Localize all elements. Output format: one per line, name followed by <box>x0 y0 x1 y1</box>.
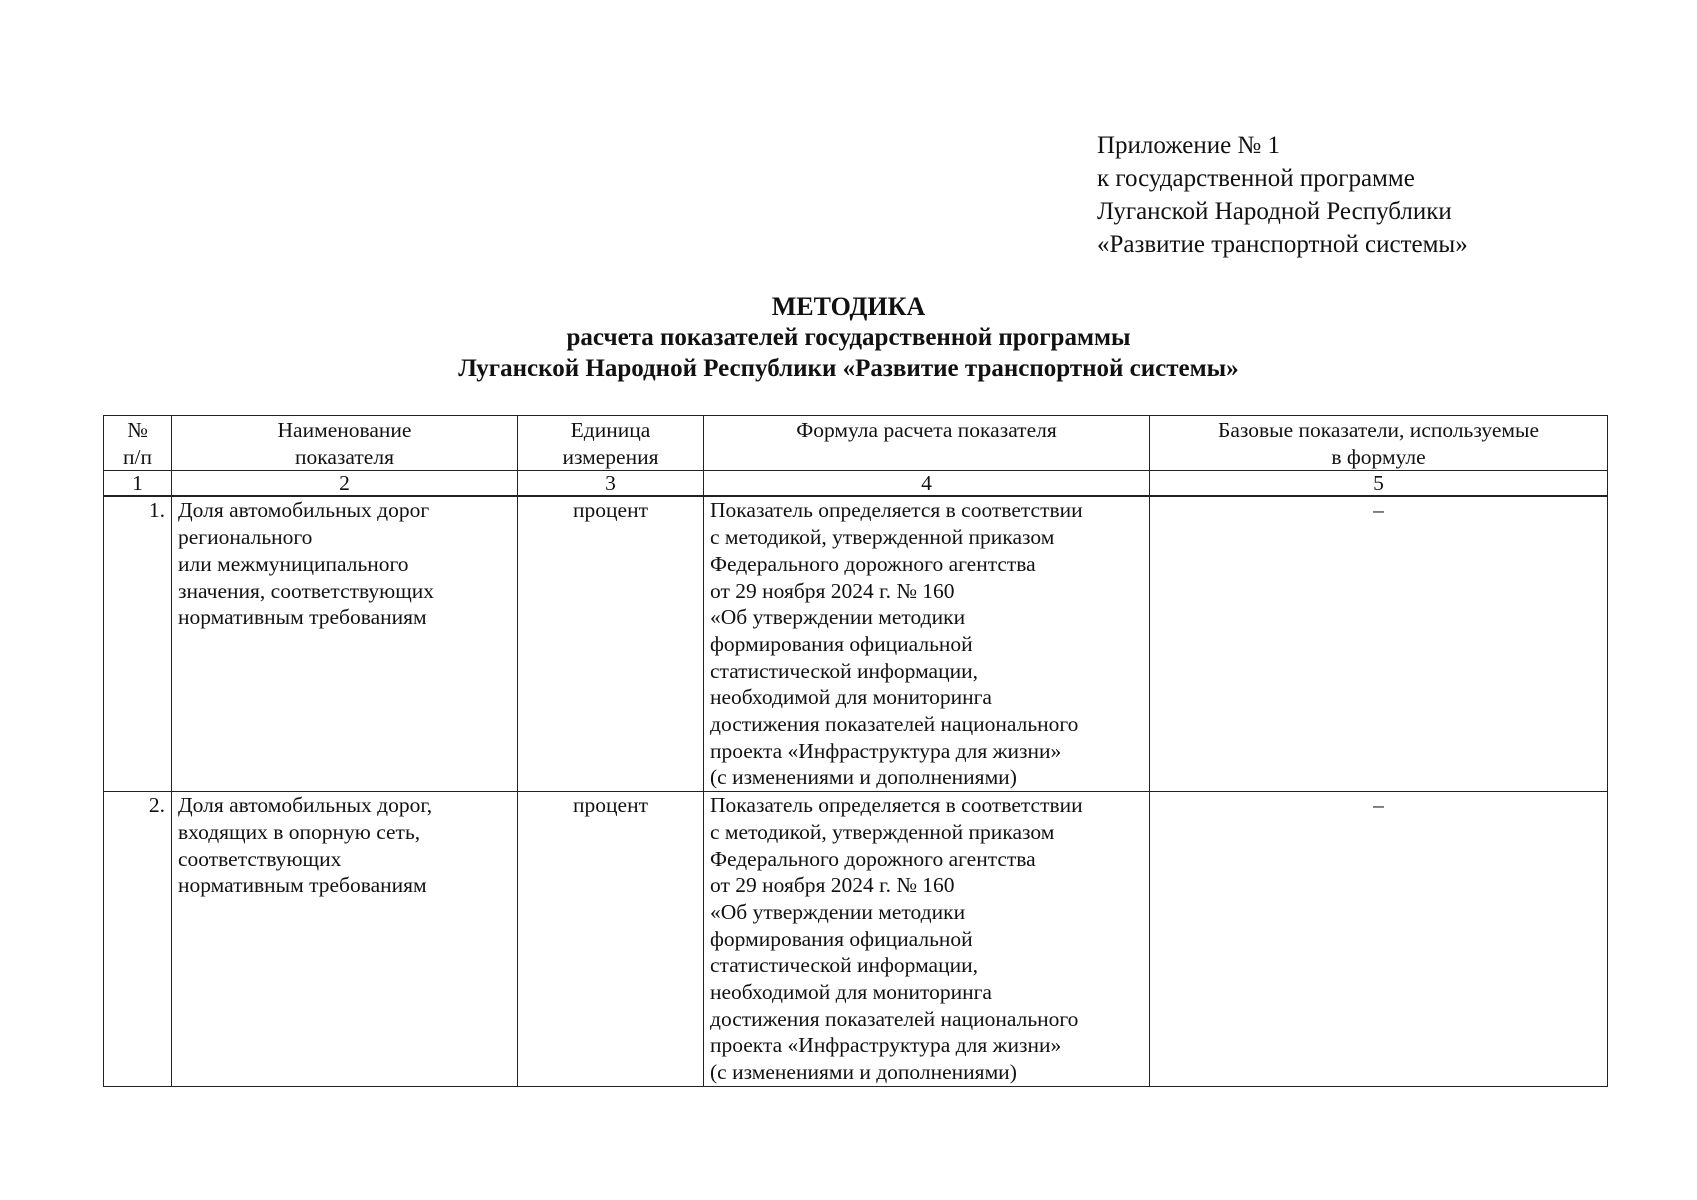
formula-line: статистической информации, <box>710 953 978 978</box>
formula-line: (с изменениями и дополнениями) <box>710 1060 1017 1085</box>
indicator-name <box>172 792 518 1087</box>
header-text: измерения <box>562 444 659 469</box>
formula-line: с методикой, утвержденной приказом <box>710 525 1055 550</box>
formula-line: с методикой, утвержденной приказом <box>710 819 1055 844</box>
formula-line: «Об утверждении методики <box>710 899 966 924</box>
appendix-line: «Развитие транспортной системы» <box>1097 231 1468 258</box>
header-text: в формуле <box>1331 444 1426 469</box>
indicator-name-line: нормативным требованиям <box>178 873 427 898</box>
header-cell-name <box>172 416 518 471</box>
indicator-name-line: нормативным требованиям <box>178 605 427 630</box>
formula-line: от 29 ноября 2024 г. № 160 <box>710 578 955 603</box>
column-number: 5 <box>1150 471 1608 497</box>
indicator-name-line: Доля автомобильных дорог, <box>178 793 433 818</box>
indicator-unit: процент <box>518 496 704 791</box>
formula-line: Федерального дорожного агентства <box>710 846 1036 871</box>
indicator-name-line: значения, соответствующих <box>178 578 435 603</box>
indicator-formula <box>704 792 1150 1087</box>
indicator-name-line: регионального <box>178 525 313 550</box>
header-text: № <box>127 418 148 442</box>
header-text: показателя <box>295 444 394 469</box>
row-number: 1. <box>104 496 172 791</box>
indicator-unit: процент <box>518 792 704 1087</box>
document-subtitle-line: Луганской Народной Республики «Развитие транспортной системы» <box>458 355 1239 382</box>
indicator-name-line: или межмуниципального <box>178 551 409 576</box>
header-text: п/п <box>123 444 152 469</box>
formula-line: «Об утверждении методики <box>710 605 966 630</box>
base-indicators: – <box>1150 496 1608 791</box>
column-number: 2 <box>172 471 518 497</box>
appendix-line: Приложение № 1 <box>1097 132 1281 159</box>
document-title <box>0 291 1697 384</box>
formula-line: Показатель определяется в соответствии <box>710 498 1083 523</box>
formula-line: необходимой для мониторинга <box>710 980 992 1005</box>
formula-line: проекта «Инфраструктура для жизни» <box>710 1033 1062 1058</box>
column-number: 1 <box>104 471 172 497</box>
formula-line: проекта «Инфраструктура для жизни» <box>710 738 1062 763</box>
indicator-name-line: соответствующих <box>178 846 342 871</box>
table-row <box>104 496 1608 791</box>
formula-line: формирования официальной <box>710 926 973 951</box>
column-number: 4 <box>704 471 1150 497</box>
indicator-name-line: входящих в опорную сеть, <box>178 819 421 844</box>
base-indicators: – <box>1150 792 1608 1087</box>
document-main-title: МЕТОДИКА <box>771 292 926 321</box>
appendix-block <box>1097 129 1468 261</box>
indicator-formula <box>704 496 1150 791</box>
header-cell-unit <box>518 416 704 471</box>
header-text: Наименование <box>277 418 412 442</box>
column-number: 3 <box>518 471 704 497</box>
formula-line: от 29 ноября 2024 г. № 160 <box>710 873 955 898</box>
formula-line: формирования официальной <box>710 631 973 656</box>
formula-line: достижения показателей национального <box>710 1006 1079 1031</box>
formula-line: необходимой для мониторинга <box>710 685 992 710</box>
appendix-line: к государственной программе <box>1097 165 1415 192</box>
table-row <box>104 792 1608 1087</box>
formula-line: (с изменениями и дополнениями) <box>710 765 1017 790</box>
header-cell-formula <box>704 416 1150 471</box>
formula-line: Федерального дорожного агентства <box>710 551 1036 576</box>
formula-line: статистической информации, <box>710 658 978 683</box>
header-text: Единица <box>570 418 651 442</box>
header-text: Формула расчета показателя <box>796 418 1057 442</box>
appendix-line: Луганской Народной Республики <box>1097 198 1452 225</box>
indicators-table <box>103 415 1608 1087</box>
header-text: Базовые показатели, используемые <box>1217 418 1540 442</box>
indicator-name <box>172 496 518 791</box>
indicator-name-line: Доля автомобильных дорог <box>178 498 430 523</box>
document-subtitle-line: расчета показателей государственной программы <box>566 324 1131 351</box>
table-header-row <box>104 416 1608 471</box>
column-number-row <box>104 471 1608 497</box>
row-number: 2. <box>104 792 172 1087</box>
header-cell-number <box>104 416 172 471</box>
header-cell-base <box>1150 416 1608 471</box>
formula-line: Показатель определяется в соответствии <box>710 793 1083 818</box>
formula-line: достижения показателей национального <box>710 712 1079 737</box>
